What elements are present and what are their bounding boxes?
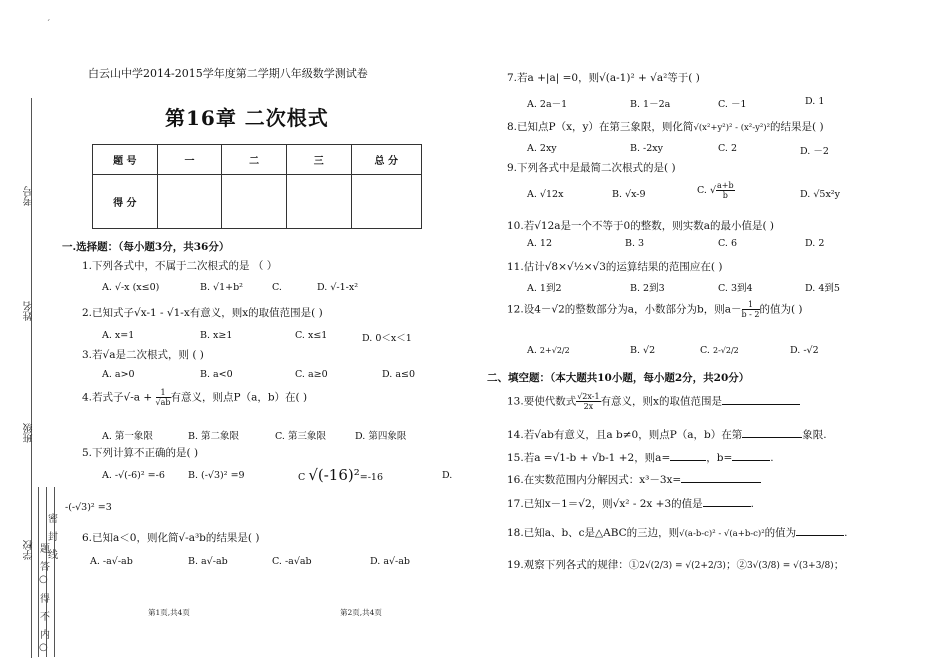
score-header-cell: 题 号 [93, 145, 158, 175]
stem-text: 的运算结果的范围应在( ) [605, 261, 723, 273]
q1-option-b[interactable] [200, 282, 243, 293]
q9-option-d[interactable] [800, 189, 840, 200]
q8-option-c[interactable]: C. 2 [718, 143, 738, 154]
q7-option-b[interactable]: B. 1－2a [630, 99, 671, 110]
stem-text: 14.若 [507, 429, 535, 441]
q1-option-a[interactable] [102, 282, 159, 293]
stem-text: 的结果是( ) [205, 532, 260, 544]
exam-number-label: 考号 [24, 186, 35, 206]
q9-option-c[interactable]: C. √ $\frac{a+b}{b}$ [697, 181, 734, 200]
option-letter: B. [200, 282, 211, 293]
option-expr: 2+√2/2 [539, 346, 570, 355]
score-row-label: 得 分 [93, 175, 158, 229]
q10-option-c[interactable]: C. 6 [718, 238, 738, 249]
stem-text: 13.要使代数式 [507, 395, 577, 408]
q5-option-c[interactable] [298, 466, 383, 484]
q6-option-b[interactable]: B. a√-ab [188, 556, 228, 567]
stem-math: 2√(2/3) = √(2+2/3) [639, 561, 726, 571]
q10-option-a[interactable]: A. 12 [527, 238, 552, 249]
q1-option-c[interactable] [272, 282, 282, 293]
stem-math: √12a [534, 220, 561, 232]
stem-text: 6.已知a＜0，则化简 [82, 532, 179, 544]
q1-option-d[interactable] [317, 282, 358, 293]
question-9-stem: 9.下列各式中是最简二次根式的是( ) [507, 162, 676, 174]
stem-fraction [156, 388, 171, 407]
answer-blank[interactable] [681, 472, 761, 483]
binding-char: 封 [48, 532, 58, 543]
stem-text: 10.若 [507, 220, 535, 232]
option-expr: √(-16)² [308, 466, 360, 484]
stem-text: 有意义，则点P（a，b）在( ) [170, 391, 308, 404]
stem-fraction [576, 392, 600, 411]
question-15-stem [507, 450, 774, 465]
option-letter: A. [102, 282, 112, 293]
question-4-stem [82, 388, 307, 407]
question-13-stem [507, 392, 800, 411]
stem-math: √a [102, 349, 116, 361]
binding-line-outer [31, 98, 32, 658]
option-expr: √-1-x² [330, 282, 359, 293]
stem-text: 11.估计 [507, 261, 545, 273]
question-14-stem [507, 427, 827, 442]
stem-math: 3√(3/8) = √(3+3/8) [746, 561, 834, 571]
stem-fraction [742, 300, 760, 319]
chapter-title: 第16章 二次根式 [165, 106, 329, 130]
stem-text: ，则a= [634, 452, 671, 464]
q11-option-b[interactable]: B. 2到3 [630, 283, 665, 294]
binding-char: 答 [40, 562, 50, 573]
answer-blank[interactable] [732, 450, 770, 461]
q5-option-a[interactable]: A. -√(-6)² =-6 [102, 470, 165, 481]
question-12-stem [507, 300, 803, 319]
question-5-stem: 5.下列计算不正确的是( ) [82, 447, 199, 459]
q12-option-a[interactable] [527, 345, 570, 356]
option-expr: √5x²y [813, 189, 840, 200]
q12-option-d[interactable] [790, 345, 819, 356]
q4-option-d[interactable]: D. 第四象限 [355, 431, 407, 442]
option-letter: C. [700, 345, 710, 356]
q4-option-c[interactable]: C. 第三象限 [275, 431, 326, 442]
question-16-stem [507, 472, 761, 487]
stem-text: 15.若a = [507, 452, 553, 464]
q9-option-a[interactable] [527, 189, 563, 200]
stem-text: 12.设4－√2的整数部分为a，小数部分为b，则a－ [507, 303, 742, 316]
option-letter: B. [612, 189, 623, 200]
fraction-numerator: 1 [742, 300, 760, 310]
stem-text: ，b= [706, 452, 733, 464]
fraction-denominator: √ab [155, 398, 171, 407]
binding-char: 密 [48, 514, 58, 525]
score-cell[interactable] [222, 175, 287, 229]
q2-option-d[interactable]: D. 0＜x＜1 [362, 333, 412, 344]
q3-option-c[interactable]: C. a≥0 [295, 369, 328, 380]
q8-option-a[interactable]: A. 2xy [527, 143, 557, 154]
option-fraction [716, 181, 735, 200]
binding-char: 题 [40, 544, 50, 555]
q7-option-d[interactable]: D. 1 [805, 96, 825, 107]
stem-text: ； [833, 559, 845, 571]
stem-text: . [770, 452, 774, 464]
option-letter: C. [272, 282, 282, 293]
q5-option-d[interactable]: D. [442, 470, 453, 481]
option-letter: D. [317, 282, 328, 293]
stem-math: √8×√½×√3 [544, 261, 606, 273]
stem-math: √x-1 - √1-x [134, 307, 190, 319]
section-1-title: 一.选择题：（每小题3分，共36分） [62, 241, 230, 253]
answer-blank[interactable] [796, 525, 844, 536]
question-19-stem [507, 557, 844, 572]
section-2-title: 二、填空题：（本大题共10小题，每小题2分，共20分） [487, 372, 750, 384]
question-3-stem [82, 347, 204, 362]
q3-option-a[interactable]: A. a>0 [102, 369, 135, 380]
stem-text: 8.已知点P（x，y）在第三象限，则化简 [507, 121, 694, 133]
q2-option-c[interactable]: C. x≤1 [295, 330, 328, 341]
stem-text: 有意义，则x的取值范围是( ) [189, 307, 323, 319]
q4-option-b[interactable]: B. 第二象限 [188, 431, 240, 442]
option-expr: √x-9 [625, 189, 646, 200]
question-1-stem: 1.下列各式中，不属于二次根式的是 （ ） [82, 260, 278, 272]
binding-char: 内 [40, 630, 50, 641]
q10-option-b[interactable]: B. 3 [625, 238, 645, 249]
stem-text: 等于( ) [667, 72, 700, 84]
q8-option-b[interactable]: B. -2xy [630, 143, 663, 154]
option-letter: B. [630, 345, 641, 356]
stem-text: 17.已知x－1＝√2，则 [507, 498, 613, 510]
stem-text: 19.观察下列各式的规律：① [507, 559, 640, 571]
question-10-stem [507, 218, 774, 233]
score-cell[interactable] [351, 175, 421, 229]
stem-text: . [844, 527, 848, 539]
stem-text: 的结果是( ) [770, 121, 824, 133]
binding-char: 线 [48, 550, 58, 561]
q7-option-c[interactable]: C. －1 [718, 99, 747, 110]
option-expr-tail: =-16 [359, 472, 384, 483]
answer-blank[interactable] [703, 496, 751, 507]
stem-math: √(a-1)² + √a² [599, 72, 668, 84]
stem-math: √1-b + √b-1 +2 [552, 452, 635, 464]
q3-option-d[interactable]: D. a≤0 [382, 369, 415, 380]
option-letter: C [298, 472, 306, 483]
question-7-stem [507, 70, 700, 85]
stem-text: 7.若a +|a| =0，则 [507, 72, 600, 84]
stem-math: √-a³b [178, 532, 206, 544]
option-expr: √-x (x≤0) [114, 282, 160, 293]
q2-option-a[interactable]: A. x=1 [102, 330, 135, 341]
stem-text: 的值为( ) [759, 303, 803, 316]
question-2-stem [82, 305, 323, 320]
score-header-cell: 二 [222, 145, 287, 175]
option-expr: -√2 [803, 345, 819, 356]
q7-option-a[interactable]: A. 2a－1 [527, 99, 568, 110]
q5-option-b[interactable]: B. (-√3)² =9 [188, 470, 245, 481]
fraction-numerator: 1 [156, 388, 171, 398]
option-letter: D. [800, 189, 811, 200]
q12-option-c[interactable] [700, 345, 739, 356]
option-expr: √12x [539, 189, 564, 200]
stem-text: 象限. [802, 429, 827, 441]
school-label: 学校 [24, 540, 35, 560]
binding-line-1 [38, 487, 39, 657]
question-17-stem [507, 496, 754, 511]
q3-option-b[interactable]: B. a<0 [200, 369, 233, 380]
corner-mark: ˊ [46, 20, 51, 30]
q6-option-a[interactable]: A. -a√-ab [90, 556, 133, 567]
option-expr: √1+b² [213, 282, 243, 293]
binding-mark: ○ [39, 574, 48, 585]
question-8-stem [507, 119, 824, 134]
fraction-numerator: a+b [717, 181, 734, 190]
stem-text: 的值为 [764, 527, 797, 539]
stem-text: 18.已知a、b、c是△ABC的三边，则 [507, 527, 680, 539]
q6-option-d[interactable]: D. a√-ab [370, 556, 410, 567]
class-label: 班级 [24, 423, 35, 443]
stem-text: ；② [725, 559, 747, 571]
binding-char: 不 [40, 612, 50, 623]
stem-text: . [750, 498, 754, 510]
option-expr: 2-√2/2 [712, 346, 739, 355]
stem-text: 有意义，则x的取值范围是 [600, 395, 722, 408]
stem-text: 16.在实数范围内分解因式：x³－3x= [507, 474, 682, 486]
question-11-stem [507, 259, 722, 274]
stem-text: 的值是 [671, 498, 703, 510]
school-exam-header: 白云山中学2014-2015学年度第二学期八年级数学测试卷 [88, 67, 368, 80]
score-header-cell: 三 [286, 145, 351, 175]
question-6-stem [82, 530, 259, 545]
page-number-right: 第2页,共4页 [340, 608, 382, 617]
option-letter: C. [697, 185, 707, 196]
stem-math: √x² - 2x +3 [612, 498, 672, 510]
score-header-cell: 一 [157, 145, 222, 175]
stem-text: 是二次根式，则 ( ) [115, 349, 204, 361]
stem-math: √(x²+y²)² - (x²-y²)² [693, 123, 771, 133]
stem-math: √-a + [123, 391, 156, 404]
score-table [92, 144, 422, 229]
q8-option-d[interactable]: D. －2 [800, 146, 829, 157]
stem-math: √(a-b-c)² - √(a+b-c)² [679, 529, 765, 539]
option-expr: √2 [643, 345, 656, 356]
stem-text: 有意义，且a b≠0，则点P（a，b）在第 [553, 429, 743, 441]
option-letter: D. [790, 345, 801, 356]
binding-char: 得 [40, 594, 50, 605]
stem-text: 4.若式子 [82, 391, 124, 404]
stem-text: 3.若 [82, 349, 103, 361]
stem-text: 2.已知式子 [82, 307, 135, 319]
q12-option-b[interactable] [630, 345, 655, 356]
fraction-denominator: b [722, 191, 728, 200]
fraction-numerator: √2x-1 [577, 392, 600, 401]
q6-option-c[interactable]: C. -a√ab [272, 556, 312, 567]
answer-blank[interactable] [742, 427, 802, 438]
option-letter: A. [527, 189, 537, 200]
name-label: 姓名 [24, 301, 35, 321]
score-cell[interactable] [286, 175, 351, 229]
q9-option-b[interactable] [612, 189, 646, 200]
fraction-denominator: b - 2 [741, 310, 760, 319]
answer-blank[interactable] [670, 450, 706, 461]
q11-option-c[interactable]: C. 3到4 [718, 283, 753, 294]
question-18-stem [507, 525, 847, 540]
answer-blank[interactable] [722, 394, 800, 405]
binding-mark: ○ [39, 642, 48, 653]
q5-option-d-expr: -(-√3)² =3 [65, 502, 112, 513]
fraction-denominator: 2x [583, 402, 594, 411]
stem-math: √ab [534, 429, 554, 441]
option-letter: A. [527, 345, 537, 356]
q10-option-d[interactable]: D. 2 [805, 238, 825, 249]
q11-option-d[interactable]: D. 4到5 [805, 283, 840, 294]
page-number-left: 第1页,共4页 [148, 608, 190, 617]
stem-text: 是一个不等于0的整数，则实数a的最小值是( ) [560, 220, 774, 232]
score-header-cell: 总 分 [351, 145, 421, 175]
score-cell[interactable] [157, 175, 222, 229]
q11-option-a[interactable]: A. 1到2 [527, 283, 562, 294]
q4-option-a[interactable]: A. 第一象限 [102, 431, 153, 442]
q2-option-b[interactable]: B. x≥1 [200, 330, 233, 341]
